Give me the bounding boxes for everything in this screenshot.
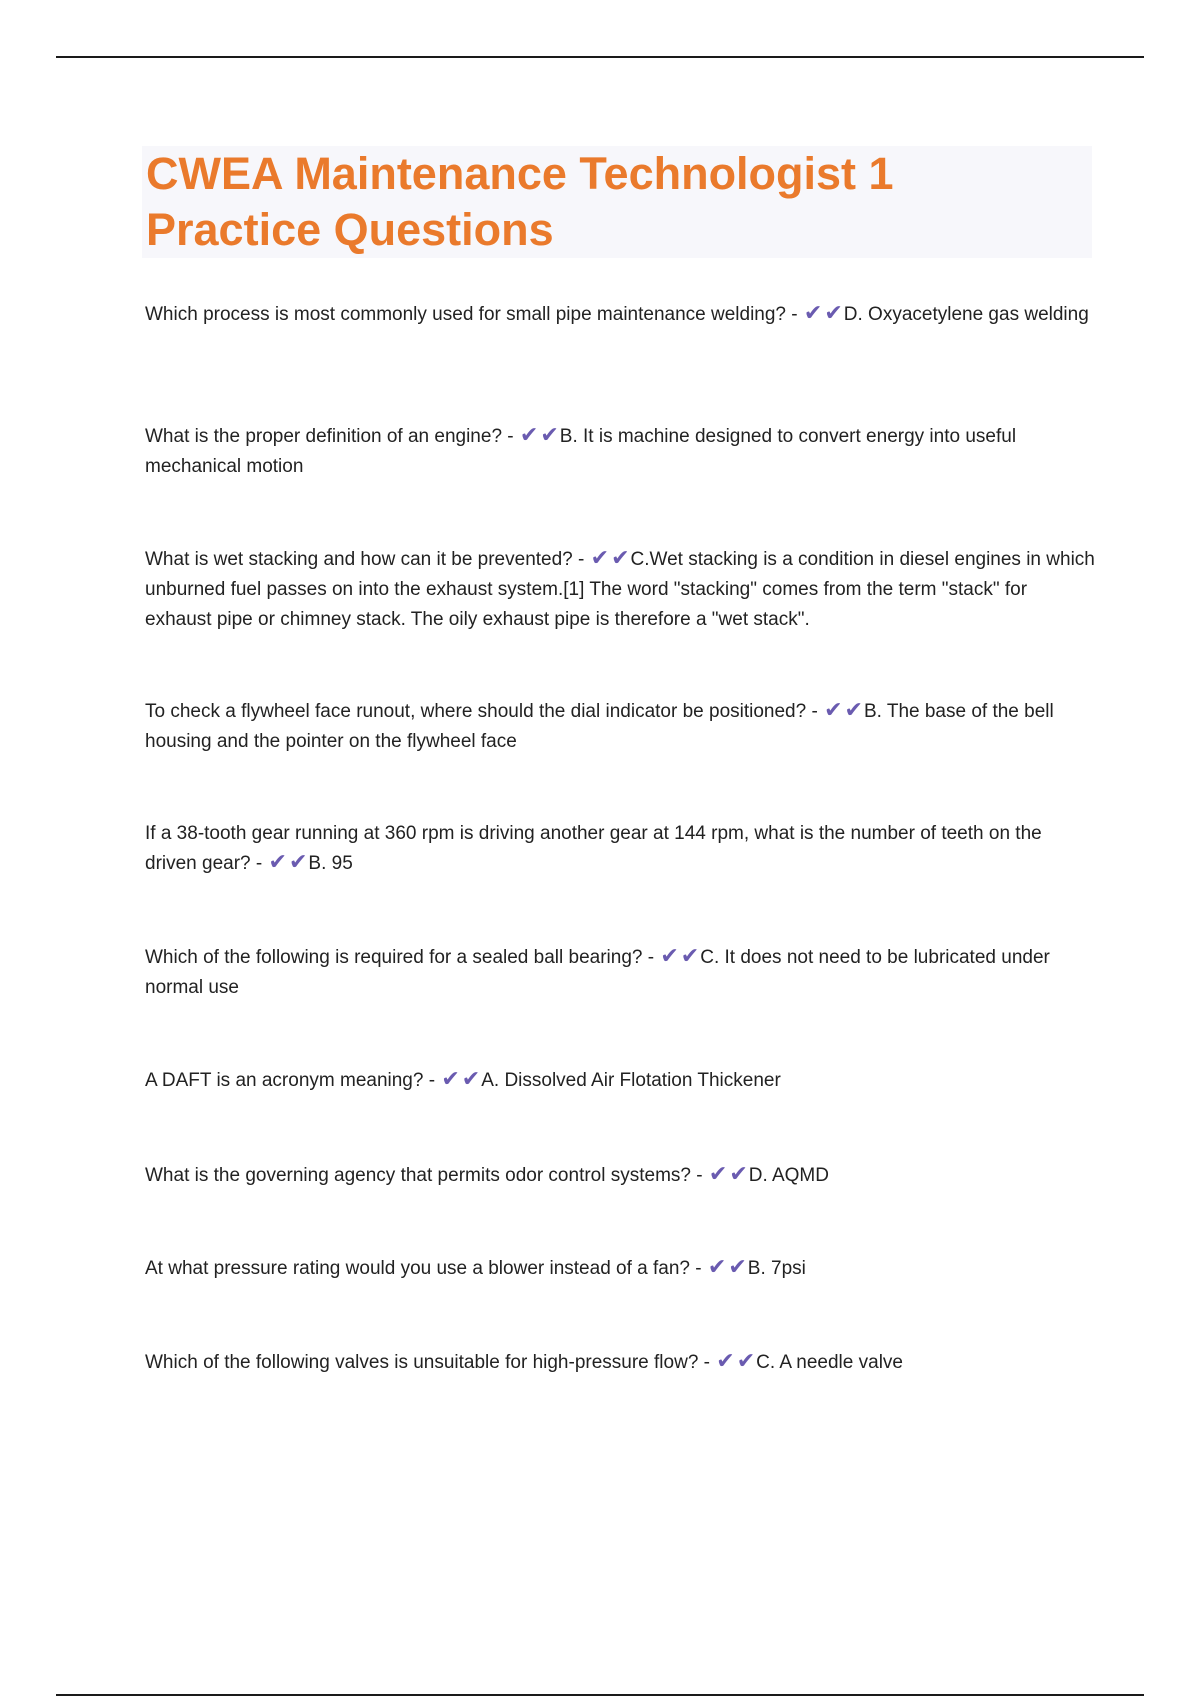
separator: - [806, 701, 824, 722]
qa-item-10 [145, 1348, 1095, 1378]
answer-text: D. Oxyacetylene gas welding [843, 304, 1089, 325]
separator: - [572, 549, 590, 570]
separator: - [250, 853, 268, 874]
check-icon: ✔ [716, 1349, 735, 1374]
qa-item-6 [145, 943, 1095, 1003]
separator: - [786, 304, 803, 325]
qa-item-4 [145, 697, 1095, 757]
check-icon: ✔ [707, 1255, 727, 1280]
check-icon: ✔ [441, 1067, 460, 1092]
check-icon: ✔ [540, 423, 559, 448]
question-text: Which of the following valves is unsuitable for high-pressure flow? [145, 1352, 699, 1373]
check-icon: ✔ [803, 301, 823, 326]
qa-item-5 [145, 819, 1095, 879]
question-text: Which of the following is required for a sealed ball bearing? [145, 947, 643, 968]
question-text: To check a flywheel face runout, where should the dial indicator be positioned? [145, 701, 807, 722]
answer-text: B. 95 [308, 853, 353, 874]
question-text: At what pressure rating would you use a blower instead of a fan? [145, 1258, 690, 1279]
question-text: A DAFT is an acronym meaning? [145, 1070, 424, 1091]
separator: - [502, 426, 519, 447]
question-text: If a 38-tooth gear running at 360 rpm is driving another gear at 144 rpm, what is the number of teeth on the driven gear? [145, 823, 1042, 874]
qa-item-8 [145, 1161, 1095, 1191]
answer-text: B. The base of the bell housing and the pointer on the flywheel face [145, 701, 1054, 752]
question-text: What is wet stacking and how can it be prevented? [145, 549, 573, 570]
check-icon: ✔ [268, 850, 287, 875]
check-icon: ✔ [680, 944, 700, 969]
qa-item-2 [145, 422, 1095, 482]
check-icon: ✔ [590, 546, 610, 571]
check-icon: ✔ [728, 1255, 747, 1280]
separator: - [698, 1352, 716, 1373]
separator: - [690, 1258, 707, 1279]
check-icon: ✔ [844, 698, 863, 723]
check-icon: ✔ [824, 698, 843, 723]
document-title [146, 146, 1092, 258]
answer-text: A. Dissolved Air Flotation Thickener [481, 1070, 781, 1091]
answer-text: B. It is machine designed to convert energy into useful mechanical motion [145, 426, 1017, 477]
title-line-1: CWEA Maintenance Technologist 1 [146, 148, 894, 199]
separator: - [690, 1165, 708, 1186]
qa-item-9 [145, 1254, 1095, 1284]
qa-item-3 [145, 545, 1095, 635]
question-text: What is the governing agency that permits odor control systems? [145, 1165, 691, 1186]
check-icon: ✔ [736, 1349, 756, 1374]
check-icon: ✔ [708, 1162, 728, 1187]
top-rule [56, 56, 1144, 58]
check-icon: ✔ [519, 423, 539, 448]
bottom-rule [56, 1694, 1144, 1696]
title-banner [142, 146, 1092, 258]
answer-text: C. It does not need to be lubricated under normal use [145, 947, 1050, 998]
check-icon: ✔ [824, 301, 843, 326]
title-line-2: Practice Questions [146, 204, 554, 255]
check-icon: ✔ [288, 850, 308, 875]
check-icon: ✔ [461, 1067, 481, 1092]
answer-text: D. AQMD [748, 1165, 829, 1186]
check-icon: ✔ [660, 944, 679, 969]
separator: - [423, 1070, 441, 1091]
check-icon: ✔ [611, 546, 630, 571]
check-icon: ✔ [729, 1162, 748, 1187]
answer-text: C. A needle valve [756, 1352, 903, 1373]
answer-text: C.Wet stacking is a condition in diesel engines in which unburned fuel passes on into the exhaust system.[1] The word "stacking" comes from the term "stack" for exhaust pipe or chimney stack. The oily exhaust pipe is therefore a "wet stack". [145, 549, 1095, 630]
answer-text: B. 7psi [747, 1258, 806, 1279]
question-text: What is the proper definition of an engine? [145, 426, 503, 447]
qa-item-7 [145, 1066, 1095, 1096]
question-text: Which process is most commonly used for small pipe maintenance welding? [145, 304, 786, 325]
separator: - [642, 947, 660, 968]
qa-item-1 [145, 300, 1095, 330]
